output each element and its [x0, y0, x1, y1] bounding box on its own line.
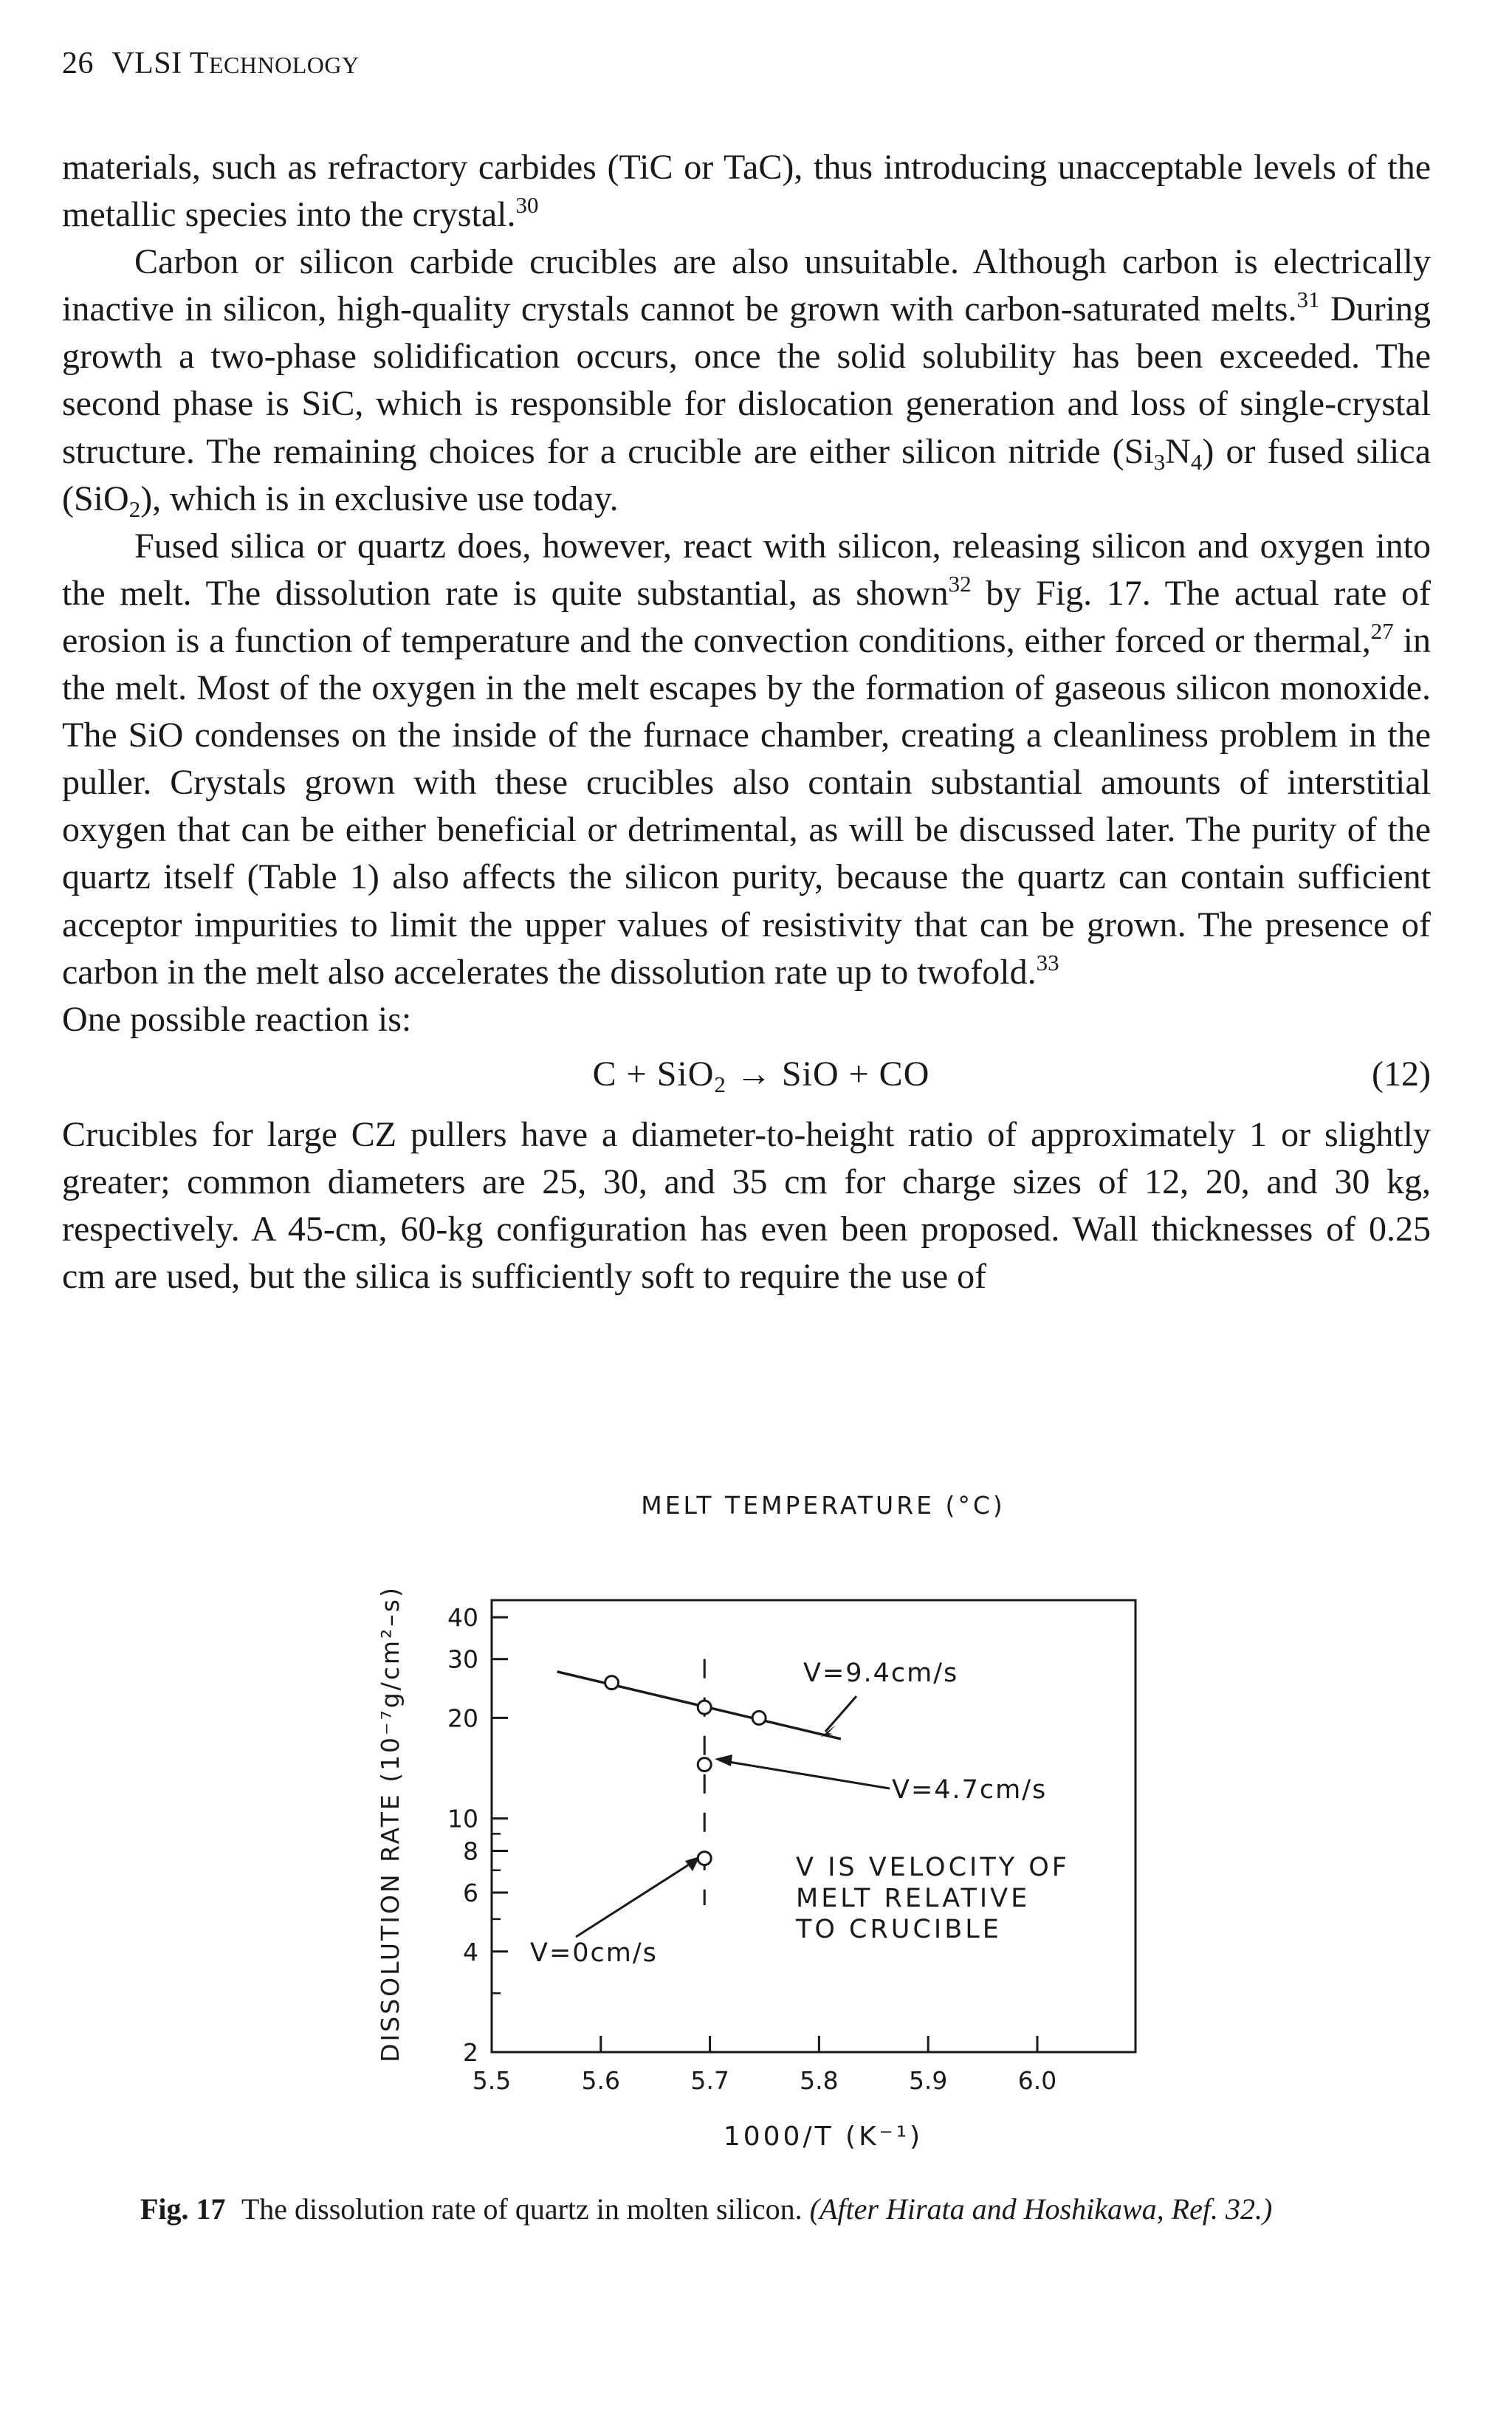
leader-v9-4 — [825, 1696, 856, 1732]
caption-label: Fig. 17 — [140, 2192, 226, 2226]
equation-number: (12) — [1372, 1054, 1431, 1094]
chart-title: MELT TEMPERATURE (°C) — [641, 1491, 1006, 1520]
data-point-series0-1 — [698, 1701, 711, 1714]
equation-right: → SiO + CO — [726, 1054, 930, 1094]
paragraph-3-text: in the melt. Most of the oxygen in the melt escapes by the formation of gaseous silicon monoxide. The SiO condenses on the inside of the furnace chamber, creating a cleanliness problem in the puller. Crystals grown with these crucibles also contain substantial amounts of interstitial oxygen that can be either beneficial or detrimental, as will be discussed later. The purity of the quartz itself (Table 1) also affects the silicon purity, because the quartz can contain sufficient acceptor impurities to limit the upper values of resistivity that can be grown. The presence of carbon in the melt also accelerates the dissolution rate up to twofold. — [62, 620, 1431, 992]
paragraph-3-text: Fused silica or quartz does, however, react with silicon, releasing silicon and oxygen into the melt. The dissolution rate is quite substantial, as shown — [62, 526, 1431, 613]
paragraph-3-text: by Fig. 17. The actual rate of erosion is a function of temperature and the convection conditions, either forced or thermal, — [62, 573, 1431, 660]
reference-superscript: 30 — [515, 192, 539, 219]
reference-superscript: 27 — [1370, 617, 1394, 644]
equation-subscript: 2 — [714, 1071, 726, 1097]
series-label-v9-4: V=9.4cm/s — [803, 1659, 959, 1688]
y-tick-label-40: 40 — [447, 1603, 478, 1633]
paragraph-4: Crucibles for large CZ pullers have a diameter-to-height ratio of approximately 1 or slightly greater; common diameters are 25, 30, and 35 cm for charge sizes of 12, 20, and 30 kg, respectively. A 45-cm, 60-kg configuration has even been proposed. Wall thicknesses of 0.25 cm are used, but the silica is sufficiently soft to require the use of — [62, 1114, 1431, 1297]
y-tick-label-4: 4 — [463, 1937, 478, 1966]
y-tick-label-10: 10 — [447, 1804, 478, 1834]
paragraph-1-text: materials, such as refractory carbides (TiC or TaC), thus introducing unacceptable levels of the metallic species into the crystal. — [62, 148, 1431, 235]
x-axis-label: 1000/T (K⁻¹) — [723, 2122, 924, 2152]
reference-superscript: 31 — [1296, 287, 1320, 313]
arrowhead-v4-7 — [715, 1755, 732, 1766]
paragraph-3-text: One possible reaction is: — [62, 999, 412, 1039]
figure-caption — [140, 2192, 1425, 2226]
x-tick-label-5.5: 5.5 — [472, 2066, 512, 2095]
caption-text: The dissolution rate of quartz in molten silicon. — [241, 2192, 803, 2226]
paragraph-2-text: N — [1165, 431, 1191, 471]
data-point-series0-0 — [605, 1676, 619, 1690]
paragraph-2-text: ), which is in exclusive use today. — [140, 479, 619, 518]
x-tick-label-5.7: 5.7 — [690, 2066, 729, 2095]
y-tick-label-20: 20 — [447, 1704, 478, 1733]
leader-v0 — [576, 1862, 693, 1937]
chemical-subscript: 4 — [1190, 448, 1203, 475]
series-label-v0: V=0cm/s — [530, 1938, 658, 1968]
running-head-title-part2: ECHNOLOGY — [208, 52, 360, 78]
data-point-series0-2 — [752, 1711, 766, 1724]
chart-note-line: MELT RELATIVE — [796, 1884, 1031, 1913]
data-point-series1-0 — [698, 1758, 711, 1771]
paragraph-2-text: During growth a two-phase solidification occurs, once the solid solubility has been exceeded. The second phase is SiC, which is responsible for dislocation generation and loss of single-crystal structure. The remaining choices for a crucible are either silicon nitride (Si — [62, 289, 1432, 471]
equation-left: C + SiO — [592, 1054, 715, 1094]
caption-source: (After Hirata and Hoshikawa, Ref. 32.) — [809, 2192, 1273, 2226]
x-tick-label-5.8: 5.8 — [800, 2066, 839, 2095]
chart-note — [795, 1853, 1070, 1944]
series-label-v4-7: V=4.7cm/s — [892, 1775, 1048, 1805]
y-tick-label-6: 6 — [463, 1879, 478, 1908]
x-tick-label-6.0: 6.0 — [1017, 2066, 1057, 2095]
chart-note-line: V IS VELOCITY OF — [796, 1853, 1070, 1882]
reference-superscript: 33 — [1036, 949, 1059, 975]
y-tick-label-30: 30 — [447, 1644, 478, 1674]
paragraph-2-text: ) or fused silica (SiO — [62, 431, 1431, 518]
chemical-subscript: 2 — [128, 495, 141, 522]
x-tick-label-5.6: 5.6 — [581, 2066, 621, 2095]
chemical-subscript: 3 — [1153, 448, 1166, 475]
chart-note-line: TO CRUCIBLE — [796, 1915, 1002, 1944]
paragraph-2-text: Carbon or silicon carbide crucibles are also unsuitable. Although carbon is electrically inactive in silicon, high-quality crystals cannot be grown with carbon-saturated melts. — [62, 242, 1431, 329]
leader-v4-7 — [720, 1760, 890, 1788]
y-tick-label-2: 2 — [463, 2038, 478, 2067]
page-number: 26 — [62, 47, 94, 80]
data-point-series2-0 — [698, 1852, 711, 1865]
x-tick-label-5.9: 5.9 — [908, 2066, 948, 2095]
running-head-title-part1: VLSI T — [111, 47, 209, 80]
y-tick-label-8: 8 — [463, 1836, 478, 1866]
y-axis-label: DISSOLUTION RATE (10⁻⁷g/cm²–s) — [376, 1585, 405, 2062]
reference-superscript: 32 — [948, 570, 972, 597]
